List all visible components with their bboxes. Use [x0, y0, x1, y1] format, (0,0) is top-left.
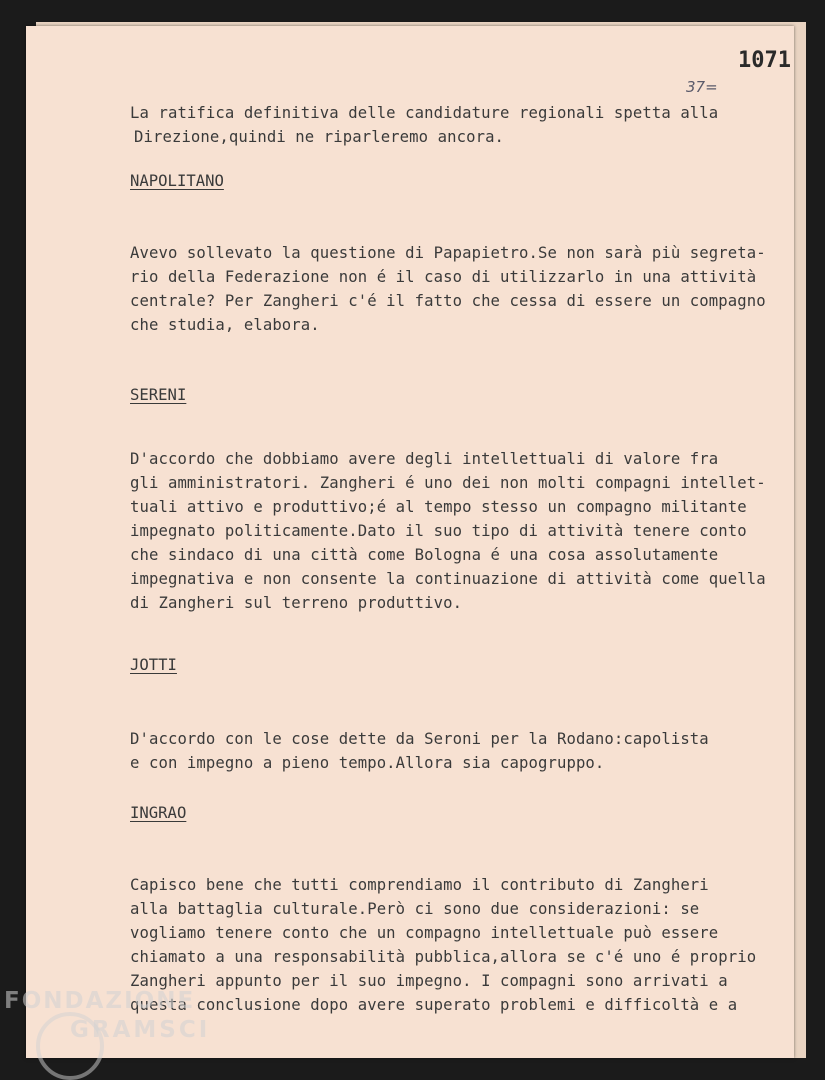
text-line: di Zangheri sul terreno produttivo. — [130, 594, 463, 612]
text-line: D'accordo che dobbiamo avere degli intellettuali di valore fra — [130, 450, 719, 468]
text-line: Zangheri appunto per il suo impegno. I compagni sono arrivati a — [130, 972, 728, 990]
text-line: gli amministratori. Zangheri é uno dei non molti compagni intellet- — [130, 474, 766, 492]
text-line: impegnato politicamente.Dato il suo tipo di attività tenere conto — [130, 522, 747, 540]
text-line: rio della Federazione non é il caso di utilizzarlo in una attività — [130, 268, 757, 286]
speaker-jotti: JOTTI — [130, 656, 177, 674]
text-line: centrale? Per Zangheri c'é il fatto che cessa di essere un compagno — [130, 292, 766, 310]
text-line: Avevo sollevato la questione di Papapietro.Se non sarà più segreta- — [130, 244, 766, 262]
watermark-line-1: FONDAZIONE — [4, 988, 196, 1014]
text-line: alla battaglia culturale.Però ci sono due considerazioni: se — [130, 900, 700, 918]
text-line: Capisco bene che tutti comprendiamo il contributo di Zangheri — [130, 876, 709, 894]
intro-line: Direzione,quindi ne riparleremo ancora. — [134, 128, 505, 146]
text-line: D'accordo con le cose dette da Seroni per la Rodano:capolista — [130, 730, 709, 748]
document-page — [26, 26, 794, 1058]
text-line: chiamato a una responsabilità pubblica,allora se c'é uno é proprio — [130, 948, 757, 966]
text-line: tuali attivo e produttivo;é al tempo stesso un compagno militante — [130, 498, 747, 516]
text-line: vogliamo tenere conto che un compagno intellettuale può essere — [130, 924, 719, 942]
speaker-napolitano: NAPOLITANO — [130, 172, 224, 190]
archive-number: 1071 — [738, 48, 791, 73]
speaker-ingrao: INGRAO — [130, 804, 187, 822]
text-line: e con impegno a pieno tempo.Allora sia capogruppo. — [130, 754, 605, 772]
watermark-line-2: GRAMSCI — [70, 1017, 211, 1043]
intro-line: La ratifica definitiva delle candidature regionali spetta alla — [130, 104, 719, 122]
text-line: impegnativa e non consente la continuazione di attività come quella — [130, 570, 766, 588]
watermark — [4, 990, 210, 1042]
text-line: che sindaco di una città come Bologna é una cosa assolutamente — [130, 546, 719, 564]
speaker-sereni: SERENI — [130, 386, 187, 404]
text-line: che studia, elabora. — [130, 316, 320, 334]
text-line: questa conclusione dopo avere superato problemi e difficoltà e a — [130, 996, 738, 1014]
pencil-page-number: 37= — [686, 78, 718, 96]
